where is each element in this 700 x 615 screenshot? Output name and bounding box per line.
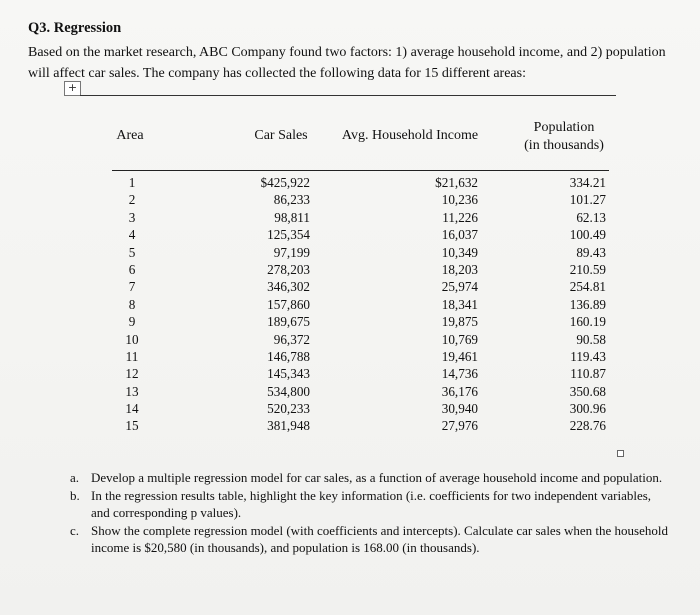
cell-area: 6 <box>128 261 136 277</box>
cell-area: 4 <box>128 227 136 243</box>
cell-area: 8 <box>128 296 136 312</box>
cell-area: 13 <box>125 383 139 399</box>
cell-population: 110.87 <box>570 366 606 382</box>
cell-income: 11,226 <box>442 209 478 225</box>
cell-population: 334.21 <box>569 175 606 190</box>
header-population-title: Population <box>533 120 595 135</box>
cell-car-sales: 520,233 <box>267 401 310 417</box>
cell-income: 18,203 <box>441 261 478 277</box>
cell-car-sales: 97,199 <box>273 244 310 260</box>
table-anchor-line <box>80 95 616 96</box>
cell-population: 101.27 <box>569 192 606 208</box>
cell-car-sales: 146,788 <box>267 348 310 364</box>
cell-area: 7 <box>128 279 136 295</box>
cell-population: 136.89 <box>569 296 606 312</box>
cell-income: 36,176 <box>441 383 478 399</box>
cell-area: 11 <box>125 348 139 364</box>
column-income <box>400 174 478 435</box>
cell-population: 62.13 <box>576 209 606 225</box>
question-intro: Based on the market research, ABC Company found two factors: 1) average household income, and 2) population will affect car sales. The company has collected the following data for 15 different areas: <box>28 45 666 81</box>
cell-car-sales: 189,675 <box>267 314 310 330</box>
cell-income: 19,461 <box>441 348 478 364</box>
cell-population: 350.68 <box>569 383 606 399</box>
question-label: b. <box>70 487 80 503</box>
cell-car-sales: 534,800 <box>267 383 310 399</box>
cell-car-sales: 96,372 <box>273 331 310 347</box>
question-text: Show the complete regression model (with coefficients and intercepts). Calculate car sales when the household income is $20,580 (in thousands), and population is 168.00 (in thousands). <box>91 522 668 555</box>
question-title: Q3. Regression <box>28 20 122 36</box>
cell-population: 300.96 <box>569 401 606 417</box>
cell-population: 160.19 <box>569 314 606 330</box>
cell-income: 18,341 <box>441 296 478 312</box>
cell-income: 19,875 <box>441 314 478 330</box>
cell-population: 90.58 <box>576 331 606 347</box>
cell-area: 3 <box>128 209 136 225</box>
cell-income: 14,736 <box>441 366 478 382</box>
cell-income: 27,976 <box>441 418 478 434</box>
cell-population: 100.49 <box>569 227 606 243</box>
column-area <box>118 174 146 435</box>
cell-income: 10,769 <box>441 331 478 347</box>
cell-population: 119.43 <box>570 348 606 364</box>
question-label: a. <box>70 470 80 485</box>
cell-car-sales: 98,811 <box>274 209 310 225</box>
question-item <box>70 522 670 557</box>
cell-income: 30,940 <box>441 401 478 417</box>
cell-area: 2 <box>128 192 136 208</box>
column-population <box>540 174 606 435</box>
cell-car-sales: 86,233 <box>273 192 310 208</box>
question-label: c. <box>70 522 80 538</box>
header-population <box>514 119 614 155</box>
table-resize-handle[interactable] <box>617 450 624 457</box>
table-header-rule <box>112 170 609 171</box>
cell-area: 14 <box>125 401 139 417</box>
cell-area: 12 <box>125 366 139 382</box>
cell-income: 16,037 <box>441 227 478 243</box>
question-text: Develop a multiple regression model for car sales, as a function of average household income and population. <box>91 470 663 485</box>
question-text: In the regression results table, highlight the key information (i.e. coefficients for two independent variables, and corresponding p values). <box>91 487 652 520</box>
question-list <box>70 469 670 557</box>
cell-population: 89.43 <box>576 244 606 260</box>
cell-area: 5 <box>128 244 136 260</box>
column-car-sales <box>230 174 310 435</box>
cell-car-sales: 381,948 <box>267 418 310 434</box>
cell-population: 210.59 <box>569 261 606 277</box>
header-area: Area <box>116 128 144 143</box>
cell-income: $21,632 <box>435 175 478 190</box>
cell-income: 25,974 <box>441 279 478 295</box>
cell-car-sales: 157,860 <box>267 296 310 312</box>
cell-income: 10,349 <box>441 244 478 260</box>
header-population-unit: (in thousands) <box>524 138 604 153</box>
header-car-sales: Car Sales <box>254 128 308 143</box>
plus-move-icon[interactable]: + <box>64 81 81 96</box>
cell-income: 10,236 <box>441 192 478 208</box>
cell-area: 9 <box>128 314 136 330</box>
header-income: Avg. Household Income <box>341 128 479 143</box>
cell-population: 254.81 <box>569 279 606 295</box>
cell-area: 1 <box>128 175 136 190</box>
cell-area: 10 <box>125 331 139 347</box>
cell-car-sales: 125,354 <box>267 227 310 243</box>
cell-car-sales: 145,343 <box>267 366 310 382</box>
cell-car-sales: 278,203 <box>267 261 310 277</box>
cell-area: 15 <box>125 418 139 434</box>
cell-car-sales: $425,922 <box>260 175 310 190</box>
question-item <box>70 487 670 522</box>
cell-car-sales: 346,302 <box>267 279 310 295</box>
cell-population: 228.76 <box>569 418 606 434</box>
question-item <box>70 469 670 487</box>
